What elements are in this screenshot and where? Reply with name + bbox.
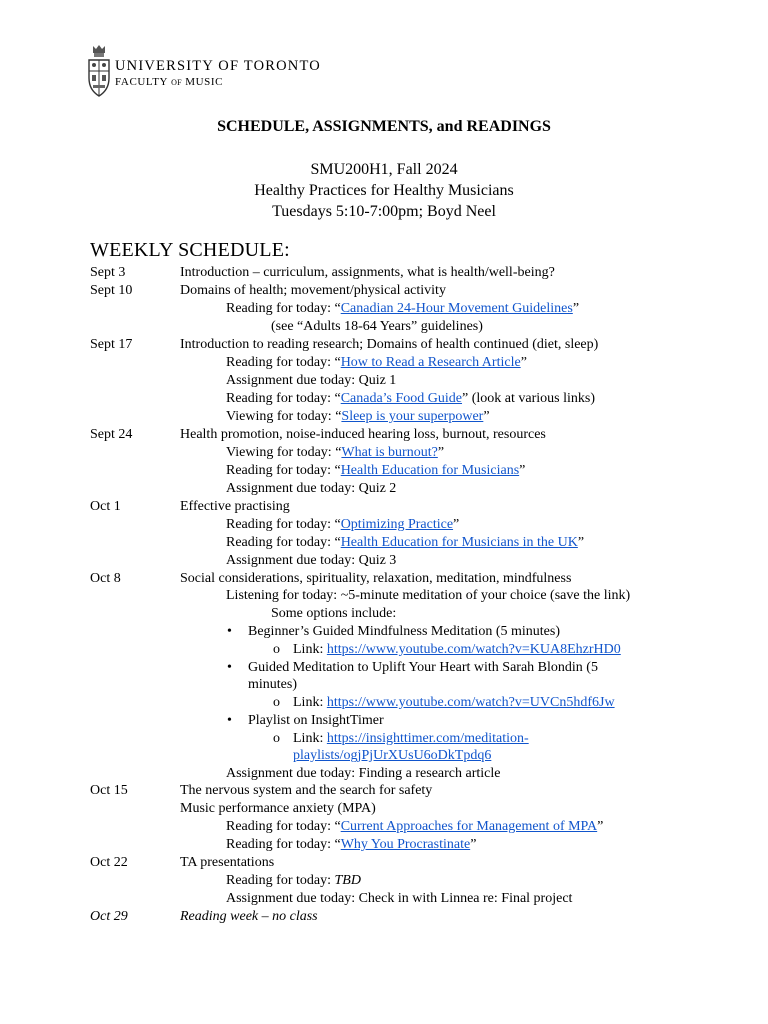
assignment-row [0,552,768,570]
faculty-name [115,76,223,88]
row-topic: Music performance anxiety (MPA) [180,801,376,816]
reading-line [226,534,584,552]
bullet-text: Guided Meditation to Uplift Your Heart with Sarah Blondin (5 [248,660,598,675]
bullet-text: minutes) [248,677,297,692]
sub-bullet-icon: o [273,695,280,710]
reading-link[interactable]: Health Education for Musicians in the UK [340,535,578,550]
reading-link[interactable]: How to Read a Research Article [340,355,521,370]
sub-bullet-icon: o [273,642,280,657]
reading-line [226,818,603,836]
faculty-music: MUSIC [185,76,224,88]
bullet-icon: • [227,660,232,675]
assignment-text: Assignment due today: Quiz 1 [226,373,397,388]
row-date: Oct 15 [90,783,128,798]
reading-link[interactable]: Current Approaches for Management of MPA [340,819,598,834]
assignment-row [0,372,768,390]
note-text: (see “Adults 18-64 Years” guidelines) [271,319,483,334]
note-text: Some options include: [271,606,397,621]
link-prefix: Link: [293,731,327,746]
schedule-row-reading-week [0,908,768,926]
university-crest-icon [88,44,110,98]
note-row [0,605,768,623]
viewing-row [0,444,768,462]
schedule-row [0,854,768,872]
row-date: Sept 24 [90,427,133,442]
bullet-icon: • [227,713,232,728]
row-topic: Reading week – no class [180,909,318,924]
reading-suffix: ” [453,517,460,532]
row-date: Sept 10 [90,283,133,298]
reading-link[interactable]: Canadian 24-Hour Movement Guidelines [340,301,573,316]
reading-link[interactable]: Health Education for Musicians [340,463,520,478]
bullet-continuation-row [0,676,768,694]
faculty-word: FACULTY [115,76,168,88]
schedule-row [0,282,768,300]
bullet-row [0,659,768,677]
reading-row [0,354,768,372]
assignment-text: Assignment due today: Quiz 2 [226,481,397,496]
university-logo [88,44,328,100]
course-code: SMU200H1, Fall 2024 [310,161,458,178]
row-topic: Health promotion, noise-induced hearing loss, burnout, resources [180,427,546,442]
reading-line [226,836,476,854]
reading-link[interactable]: Canada’s Food Guide [340,391,463,406]
reading-prefix: Reading for today: [226,873,335,888]
reading-row [0,836,768,854]
row-topic: Introduction – curriculum, assignments, what is health/well-being? [180,265,555,280]
reading-suffix: ” [470,837,477,852]
viewing-suffix: ” [437,445,445,460]
reading-tbd: TBD [334,873,361,888]
viewing-suffix: ” [483,409,490,424]
reading-line [226,462,525,480]
row-date: Sept 17 [90,337,133,352]
viewing-prefix: Viewing for today: “ [226,409,342,424]
bullet-text: Playlist on InsightTimer [248,713,384,728]
reading-row [0,872,768,890]
row-date: Oct 29 [90,909,128,924]
reading-row [0,300,768,318]
row-date: Oct 1 [90,499,121,514]
reading-line [226,354,527,372]
link-prefix: Link: [293,642,327,657]
reading-prefix: Reading for today: “ [226,819,341,834]
schedule-row [0,426,768,444]
bullet-text: Beginner’s Guided Mindfulness Meditation (5 minutes) [248,624,560,639]
reading-prefix: Reading for today: “ [226,463,341,478]
reading-line [226,390,595,408]
sub-bullet-row [0,694,768,712]
viewing-prefix: Viewing for today: “ [226,445,342,460]
university-name: UNIVERSITY OF TORONTO [115,58,321,74]
row-topic: The nervous system and the search for safety [180,783,433,798]
row-date: Oct 8 [90,571,121,586]
reading-row [0,818,768,836]
listening-text: Listening for today: ~5-minute meditation of your choice (save the link) [226,588,631,603]
reading-row [0,390,768,408]
reading-suffix: ” (look at various links) [462,391,595,406]
viewing-line [226,408,490,426]
topic-row [0,800,768,818]
reading-suffix: ” [577,535,585,550]
schedule-row [0,782,768,800]
reading-line [226,300,579,318]
assignment-text: Assignment due today: Quiz 3 [226,553,397,568]
assignment-row [0,765,768,783]
reading-row [0,534,768,552]
reading-row [0,462,768,480]
reading-line [226,872,361,890]
reading-link[interactable]: Why You Procrastinate [340,837,471,852]
row-date: Sept 3 [90,265,126,280]
reading-prefix: Reading for today: “ [226,391,341,406]
row-date: Oct 22 [90,855,128,870]
bullet-row [0,623,768,641]
note-row [0,318,768,336]
reading-prefix: Reading for today: “ [226,837,341,852]
link-line [293,641,621,659]
link-line [293,730,529,748]
reading-prefix: Reading for today: “ [226,535,341,550]
viewing-link[interactable]: What is burnout? [341,445,438,460]
schedule-row [0,498,768,516]
link-continuation-row [0,747,768,765]
sub-bullet-row [0,730,768,748]
schedule-row [0,570,768,588]
reading-prefix: Reading for today: “ [226,517,341,532]
viewing-line [226,444,444,462]
url-link[interactable]: https://insighttimer.com/meditation- [326,731,529,746]
course-time: Tuesdays 5:10-7:00pm; Boyd Neel [272,203,496,220]
link-prefix: Link: [293,695,327,710]
bullet-row [0,712,768,730]
faculty-of: OF [171,78,182,87]
reading-suffix: ” [520,355,527,370]
bullet-icon: • [227,624,232,639]
url-link[interactable]: https://www.youtube.com/watch?v=KUA8EhzrHD0 [326,642,621,657]
reading-suffix: ” [597,819,604,834]
listening-row [0,587,768,605]
link-line [293,694,615,712]
section-heading: WEEKLY SCHEDULE: [90,239,290,261]
row-topic: Domains of health; movement/physical activity [180,283,446,298]
reading-link[interactable]: Optimizing Practice [340,517,454,532]
reading-suffix: ” [572,301,580,316]
assignment-row [0,890,768,908]
reading-line [226,516,459,534]
viewing-link[interactable]: Sleep is your superpower [341,409,484,424]
schedule-row [0,264,768,282]
url-link[interactable]: playlists/ogjPjUrXUsU6oDkTpdq6 [293,748,492,763]
reading-row [0,516,768,534]
assignment-text: Assignment due today: Check in with Linnea re: Final project [226,891,573,906]
row-topic: Social considerations, spirituality, relaxation, meditation, mindfulness [180,571,572,586]
reading-prefix: Reading for today: “ [226,301,341,316]
row-topic: Introduction to reading research; Domains of health continued (diet, sleep) [180,337,599,352]
row-topic: Effective practising [180,499,290,514]
viewing-row [0,408,768,426]
reading-prefix: Reading for today: “ [226,355,341,370]
sub-bullet-row [0,641,768,659]
schedule-row [0,336,768,354]
sub-bullet-icon: o [273,731,280,746]
assignment-text: Assignment due today: Finding a research article [226,766,501,781]
document-title: SCHEDULE, ASSIGNMENTS, and READINGS [217,118,551,135]
url-link[interactable]: https://www.youtube.com/watch?v=UVCn5hdf6Jw [326,695,615,710]
reading-suffix: ” [519,463,526,478]
course-name: Healthy Practices for Healthy Musicians [254,182,514,199]
row-topic: TA presentations [180,855,275,870]
assignment-row [0,480,768,498]
